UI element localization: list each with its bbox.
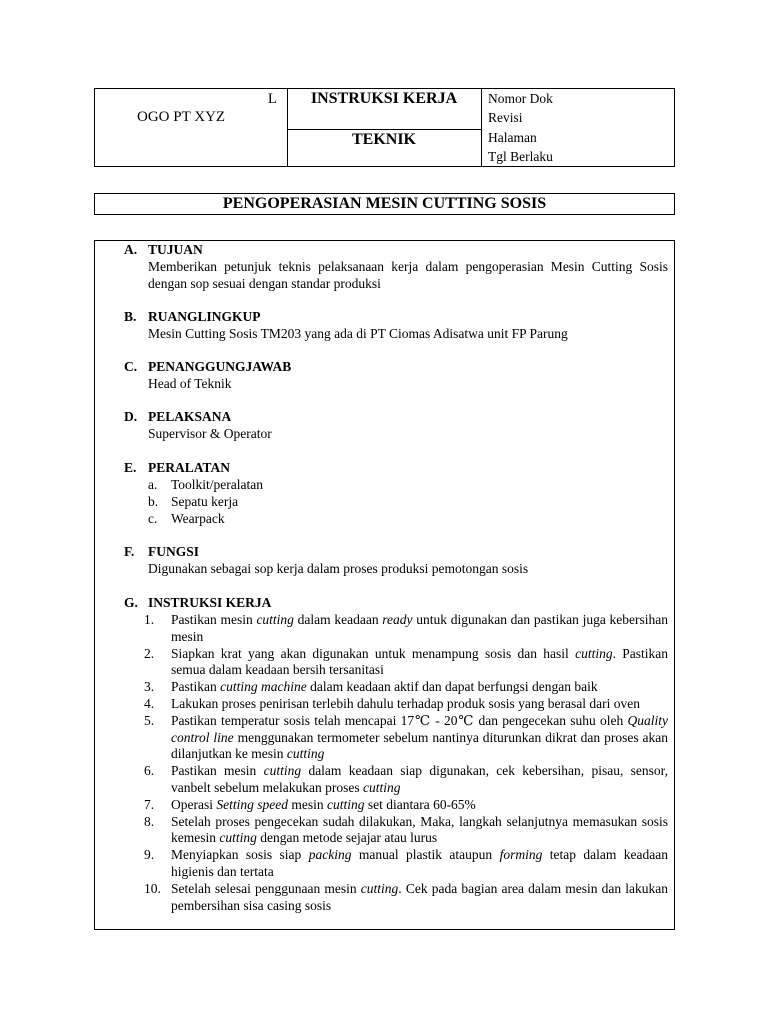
section-letter: F. (124, 544, 135, 559)
step-text-run: set diantara 60-65% (364, 796, 476, 812)
step-text-run: mesin (287, 796, 327, 812)
list-item (148, 511, 668, 528)
step-text-run: . Cek pada bagian area dalam mesin dan lakukan pembersihan sisa casing sosis (171, 880, 668, 913)
section-letter: G. (124, 595, 138, 610)
step-text-run: Menyiapkan sosis siap (171, 847, 309, 863)
list-item (148, 494, 668, 511)
section-letter: C. (124, 359, 138, 374)
section-letter: D. (124, 409, 138, 424)
list-marker: a. (148, 477, 158, 492)
step-text-italic: cutting (286, 746, 325, 762)
section-list (148, 477, 668, 527)
instruction-step (124, 814, 668, 848)
step-text (171, 696, 668, 713)
section-letter: B. (124, 309, 137, 324)
logo-cell (95, 89, 288, 166)
instruction-steps-list (124, 612, 668, 914)
step-text-italic: forming (499, 847, 543, 863)
header-title-teknik: TEKNIK (351, 131, 416, 148)
step-text-run: menggunakan termometer sebelum nantinya diturunkan dikrat dan proses akan dilanjutkan ke mesin (171, 729, 668, 762)
section-body: Mesin Cutting Sosis TM203 yang ada di PT Ciomas Adisatwa unit FP Parung (148, 326, 568, 341)
step-number: 10. (144, 880, 161, 896)
step-text-italic: cutting (326, 796, 365, 812)
section-heading: PENANGGUNGJAWAB (148, 359, 292, 374)
step-number: 2. (144, 645, 155, 661)
section-heading: FUNGSI (148, 544, 200, 559)
step-text (171, 612, 668, 646)
section-heading: PERALATAN (148, 460, 231, 475)
list-text: Sepatu kerja (171, 493, 239, 509)
step-text-run: tetap dalam keadaan higienis dan tertata (171, 847, 668, 879)
instruction-step (124, 612, 668, 646)
instruction-step (124, 881, 668, 915)
step-text-run: Setelah selesai penggunaan mesin (171, 880, 361, 896)
header-title-instruksi: INSTRUKSI KERJA (287, 89, 481, 130)
step-text-run: Operasi (171, 796, 217, 812)
step-number: 3. (144, 679, 155, 695)
section-letter: E. (124, 460, 137, 475)
section-body: Digunakan sebagai sop kerja dalam proses produksi pemotongan sosis (148, 561, 529, 576)
step-text-run: dengan metode sejajar atau lurus (256, 830, 438, 846)
step-text-italic: Setting speed (216, 796, 288, 812)
step-number: 9. (144, 847, 155, 863)
logo-text-line2: OGO PT XYZ (137, 109, 226, 125)
step-text-run: dalam keadaan (293, 612, 383, 627)
section-body: Head of Teknik (148, 376, 232, 391)
section-heading: TUJUAN (148, 242, 203, 257)
step-number: 8. (144, 813, 155, 829)
step-text-italic: cutting (360, 880, 399, 896)
list-text: Wearpack (171, 510, 225, 526)
step-number: 4. (144, 695, 155, 711)
step-text-run: . Pastikan semua dalam keadaan bersih tersanitasi (171, 645, 668, 678)
step-text (171, 881, 668, 915)
instruction-step (124, 696, 668, 713)
step-text-run: Pastikan temperatur sosis telah mencapai 17℃ - 20℃ dan pengecekan suhu oleh (171, 712, 628, 728)
list-text: Toolkit/peralatan (171, 477, 264, 492)
step-text-run: manual plastik ataupun (351, 847, 500, 863)
step-text-run: Pastikan mesin (171, 763, 264, 779)
instruction-step (124, 763, 668, 797)
field-tgl-berlaku: Tgl Berlaku (488, 148, 553, 164)
step-text-italic: cutting (219, 830, 257, 846)
step-text-run: Lakukan proses penirisan terlebih dahulu terhadap produk sosis yang berasal dari oven (171, 695, 640, 711)
section-heading: PELAKSANA (148, 409, 232, 424)
step-number: 5. (144, 712, 155, 728)
header-fields (488, 89, 553, 166)
step-number: 1. (144, 612, 155, 627)
step-text-italic: cutting machine (220, 679, 307, 695)
step-number: 7. (144, 796, 155, 812)
step-text (171, 797, 668, 814)
instruction-step (124, 797, 668, 814)
step-text-italic: Quality control line (171, 712, 668, 745)
field-nomor-dok: Nomor Dok (488, 91, 553, 106)
logo-text-line1: L (267, 91, 277, 107)
list-marker: c. (148, 510, 158, 526)
step-text-italic: cutting (256, 612, 294, 627)
content-box (94, 240, 675, 930)
step-number: 6. (144, 763, 155, 779)
section-heading: RUANGLINGKUP (148, 309, 261, 324)
header-title-cell (287, 89, 482, 166)
document-header-table (94, 88, 675, 167)
list-item (148, 477, 668, 494)
field-halaman: Halaman (488, 129, 537, 145)
step-text-run: Pastikan (171, 679, 221, 695)
instruction-step (124, 713, 668, 763)
instruction-step (124, 679, 668, 696)
section-body: Supervisor & Operator (148, 426, 272, 441)
step-text-italic: ready (382, 612, 413, 627)
step-text (171, 814, 668, 848)
section-heading: INSTRUKSI KERJA (148, 595, 272, 610)
step-text (171, 679, 668, 696)
step-text (171, 713, 668, 763)
section-letter: A. (124, 242, 138, 257)
step-text (171, 763, 668, 797)
field-revisi: Revisi (488, 110, 523, 126)
instruction-step (124, 847, 668, 881)
step-text-run: dalam keadaan siap digunakan, cek kebersihan, pisau, sensor, vanbelt sebelum melakukan proses (171, 763, 668, 795)
step-text-italic: cutting (263, 763, 302, 779)
section-body: Memberikan petunjuk teknis pelaksanaan kerja dalam pengoperasian Mesin Cutting Sosis dengan sop sesuai dengan standar produksi (148, 259, 668, 291)
step-text-run: Siapkan krat yang akan digunakan untuk menampung sosis dan hasil (171, 645, 576, 661)
step-text (171, 847, 668, 881)
instruction-step (124, 646, 668, 680)
step-text-run: dalam keadaan aktif dan dapat berfungsi dengan baik (306, 679, 598, 695)
step-text-run: untuk digunakan dan pastikan juga kebersihan mesin (171, 612, 669, 644)
step-text-italic: cutting (362, 779, 401, 795)
step-text-run: Pastikan mesin (171, 612, 257, 627)
step-text-italic: packing (308, 847, 352, 863)
list-marker: b. (148, 493, 159, 509)
document-title: PENGOPERASIAN MESIN CUTTING SOSIS (94, 193, 675, 215)
step-text-run: Setelah proses pengecekan sudah dilakukan, Maka, langkah selanjutnya memasukan sosis kemesin (171, 813, 668, 846)
step-text (171, 646, 668, 680)
step-text-italic: cutting (575, 645, 613, 661)
